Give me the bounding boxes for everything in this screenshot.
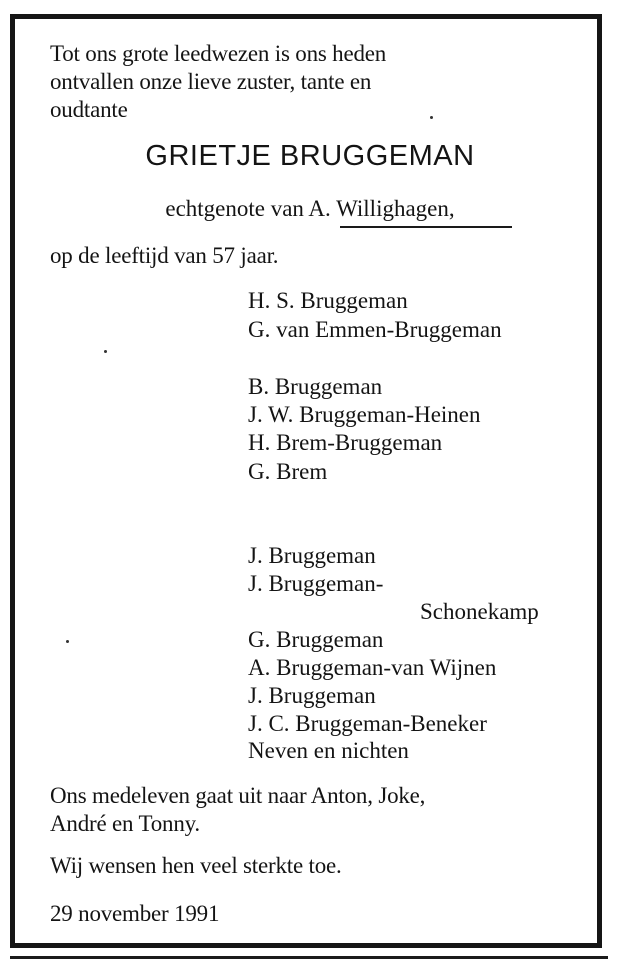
family-person-continuation: Schonekamp bbox=[420, 599, 539, 624]
family-person: J. C. Bruggeman-Beneker bbox=[248, 711, 487, 736]
intro-line: ontvallen onze lieve zuster, tante en bbox=[50, 69, 372, 94]
family-person: G. van Emmen-Bruggeman bbox=[248, 317, 502, 342]
sympathy-line: André en Tonny. bbox=[50, 811, 200, 836]
wish-line: Wij wensen hen veel sterkte toe. bbox=[50, 853, 342, 878]
family-person: H. Brem-Bruggeman bbox=[248, 430, 443, 455]
intro-line: oudtante bbox=[50, 97, 128, 122]
deceased-name: GRIETJE BRUGGEMAN bbox=[145, 140, 475, 172]
age-line: op de leeftijd van 57 jaar. bbox=[50, 243, 279, 268]
family-person: J. Bruggeman bbox=[248, 683, 376, 708]
family-person: J. Bruggeman- bbox=[248, 571, 384, 596]
spouse-line: echtgenote van A. Willighagen, bbox=[165, 196, 455, 221]
family-person: J. Bruggeman bbox=[248, 543, 376, 568]
family-person: G. Bruggeman bbox=[248, 627, 384, 652]
family-person: J. W. Bruggeman-Heinen bbox=[248, 402, 481, 427]
spouse-underline bbox=[340, 226, 512, 228]
intro-line: Tot ons grote leedwezen is ons heden bbox=[50, 41, 387, 66]
family-person: G. Brem bbox=[248, 459, 328, 484]
family-person: A. Bruggeman-van Wijnen bbox=[248, 655, 497, 680]
family-person: Neven en nichten bbox=[248, 738, 409, 763]
family-person: B. Bruggeman bbox=[248, 374, 383, 399]
intro-paragraph bbox=[50, 40, 570, 124]
family-person: H. S. Bruggeman bbox=[248, 288, 408, 313]
notice-date: 29 november 1991 bbox=[50, 901, 220, 926]
bottom-rule bbox=[10, 956, 608, 959]
sympathy-line: Ons medeleven gaat uit naar Anton, Joke, bbox=[50, 783, 426, 808]
sympathy-paragraph bbox=[50, 782, 570, 838]
ink-speck bbox=[66, 640, 69, 643]
ink-speck bbox=[104, 350, 107, 353]
